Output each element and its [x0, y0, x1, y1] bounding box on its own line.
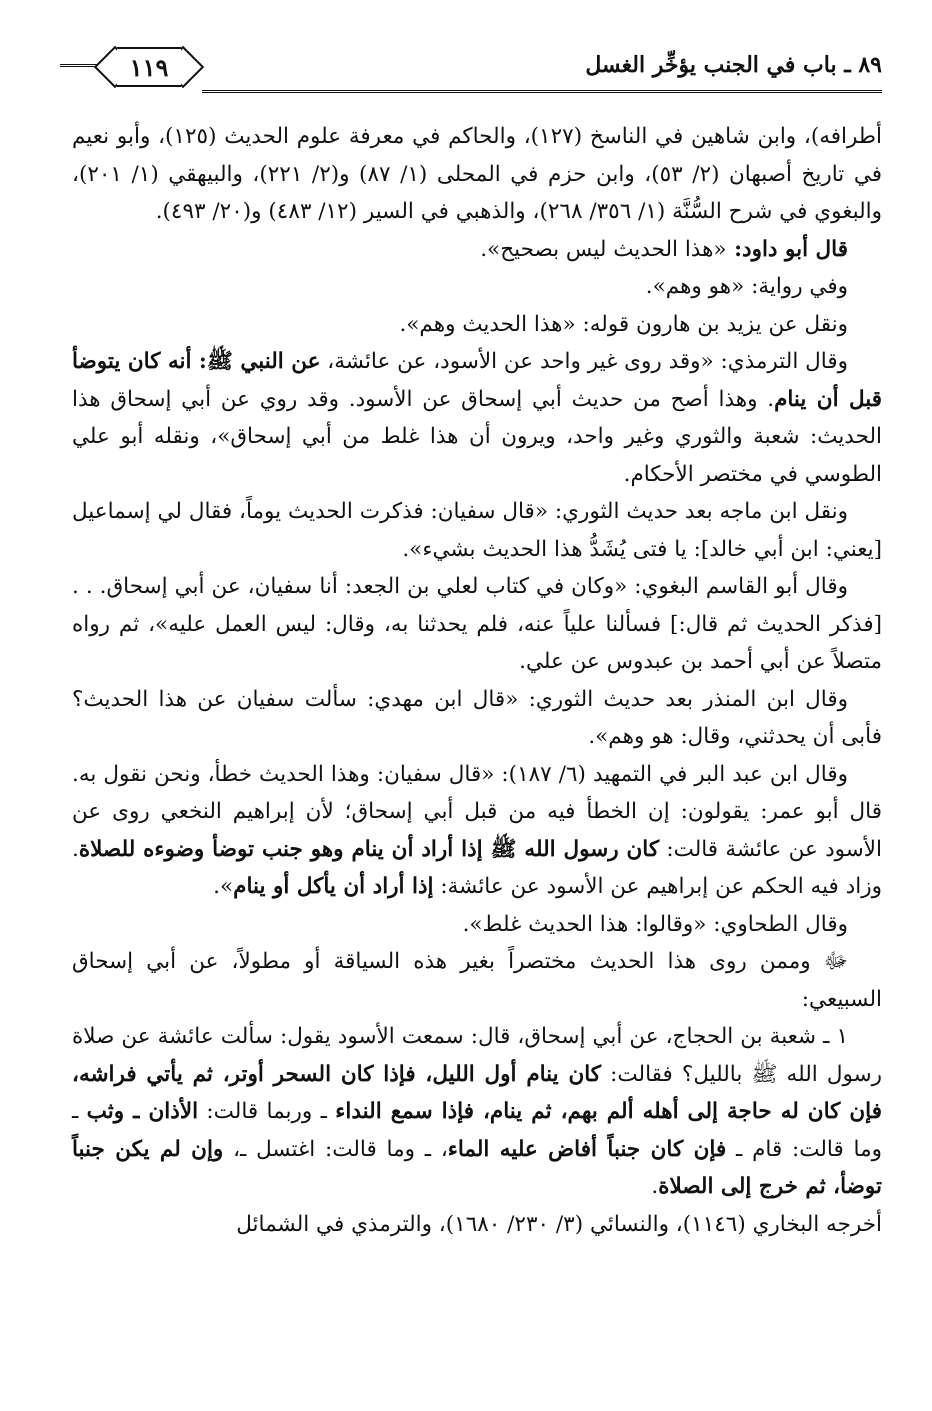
text-run: أخرجه البخاري (١١٤٦)، والنسائي (٣/ ٢٣٠/ ١٦٨٠)، والترمذي في الشمائل: [236, 1211, 882, 1237]
paragraph: [72, 306, 882, 344]
text-run: وقال ابن المنذر بعد حديث الثوري: «قال ابن مهدي: سألت سفيان عن هذا الحديث؟ فأبى أن يحدثني، وقال: هو وهم».: [72, 686, 882, 749]
text-run: ».: [213, 874, 234, 899]
text-run: . وهذا أصح من حديث أبي إسحاق عن الأسود. وقد روي عن أبي إسحاق هذا الحديث: شعبة والثوري وغير واحد، ويرون أن هذا غلط من أبي إسحاق»، ونقله أبو علي الطوسي في مختصر الأحكام.: [72, 386, 882, 487]
text-run: ﷻ: [810, 949, 848, 974]
paragraph: [72, 343, 882, 493]
text-run: ١ ـ شعبة بن الحجاج، عن أبي إسحاق، قال: سمعت الأسود يقول: سألت عائشة عن صلاة رسول الله ﷺ بالليل؟ فقالت:: [72, 1024, 882, 1087]
text-run: ـ وربما قالت:: [198, 1099, 336, 1124]
paragraph: [72, 1206, 882, 1244]
paragraph: [72, 268, 882, 306]
bold-text: وإن لم يكن جنباً توضأ، ثم خرج إلى الصلاة: [72, 1136, 882, 1199]
chapter-title: ٨٩ ـ باب في الجنب يؤخِّر الغسل: [585, 52, 882, 78]
text-run: أطرافه)، وابن شاهين في الناسخ (١٢٧)، والحاكم في معرفة علوم الحديث (١٢٥)، وأبو نعيم في تاريخ أصبهان (٢/ ٥٣)، وابن حزم في المحلى (١/ ٨٧) و(٢/ ٢٢١)، والبيهقي (١/ ٢٠١)، والبغوي في شرح السُّنَّة (١/ ٣٥٦/ ٢٦٨)، والذهبي في السير (١٢/ ٤٨٣) و(٢٠/ ٤٩٣).: [72, 124, 883, 224]
paragraph: [72, 906, 882, 944]
bold-text: كان رسول الله ﷺ إذا أراد أن ينام وهو جنب توضأ وضوءه للصلاة: [78, 836, 660, 862]
text-run: .: [651, 1174, 659, 1199]
text-run: وفي رواية: «هو وهم».: [645, 274, 848, 299]
page-number-ornament: [106, 46, 192, 88]
text-run: . وزاد فيه الحكم عن إبراهيم عن الأسود عن عائشة:: [72, 836, 882, 899]
text-run: «هذا الحديث ليس بصحيح».: [480, 236, 727, 262]
page-header: [60, 44, 882, 98]
text-run: ونقل عن يزيد بن هارون قوله: «هذا الحديث وهم».: [399, 311, 848, 337]
bold-text: قال أبو داود:: [726, 236, 848, 262]
page-number: ١١٩: [117, 47, 181, 87]
text-run: ـ وما قالت: قام ـ: [72, 1099, 882, 1162]
paragraph: [72, 231, 882, 269]
text-run: ، ـ وما قالت: اغتسل ـ،: [223, 1136, 448, 1162]
bold-text: الأذان ـ وثب: [86, 1099, 199, 1124]
bold-text: عن النبي ﷺ: أنه كان يتوضأ قبل أن ينام: [72, 349, 882, 412]
text-run: وقال الترمذي: «وقد روى غير واحد عن الأسود، عن عائشة،: [320, 349, 848, 374]
paragraph: [72, 493, 882, 568]
paragraph: [72, 943, 882, 1018]
bold-text: إذا أراد أن يأكل أو ينام: [233, 874, 434, 899]
paragraph: [72, 118, 882, 231]
text-run: وقال أبو القاسم البغوي: «وكان في كتاب لعلي بن الجعد: أنا سفيان، عن أبي إسحاق. . . [فذكر الحديث ثم قال:] فسألنا علياً عنه، فلم يحدثنا به، وقال: ليس العمل عليه»، ثم رواه متصلاً عن أبي أحمد بن عبدوس عن علي.: [72, 574, 882, 674]
paragraph: [72, 756, 882, 906]
page-body: [72, 118, 882, 1243]
text-run: وقال الطحاوي: «وقالوا: هذا الحديث غلط».: [462, 911, 848, 937]
text-run: وقال ابن عبد البر في التمهيد (٦/ ١٨٧): «قال سفيان: وهذا الحديث خطأ، ونحن نقول به. قال أبو عمر: يقولون: إن الخطأ فيه من قبل أبي إسحاق؛ لأن إبراهيم النخعي روى عن الأسود عن عائشة قالت:: [72, 761, 882, 862]
bold-text: فإن كان جنباً أفاض عليه الماء: [447, 1136, 727, 1162]
paragraph: [72, 681, 882, 756]
text-run: ونقل ابن ماجه بعد حديث الثوري: «قال سفيان: فذكرت الحديث يوماً، فقال لي إسماعيل [يعني: ابن أبي خالد]: يا فتى يُشَدُّ هذا الحديث بشيء».: [72, 499, 882, 562]
bold-text: كان ينام أول الليل، فإذا كان السحر أوتر، ثم يأتي فراشه، فإن كان له حاجة إلى أهله ألم بهم، ثم ينام، فإذا سمع النداء: [72, 1061, 882, 1124]
header-rule: [202, 90, 882, 93]
paragraph: [72, 1018, 882, 1206]
text-run: وممن روى هذا الحديث مختصراً بغير هذه السياقة أو مطولاً، عن أبي إسحاق السبيعي:: [72, 949, 882, 1012]
paragraph: [72, 568, 882, 681]
